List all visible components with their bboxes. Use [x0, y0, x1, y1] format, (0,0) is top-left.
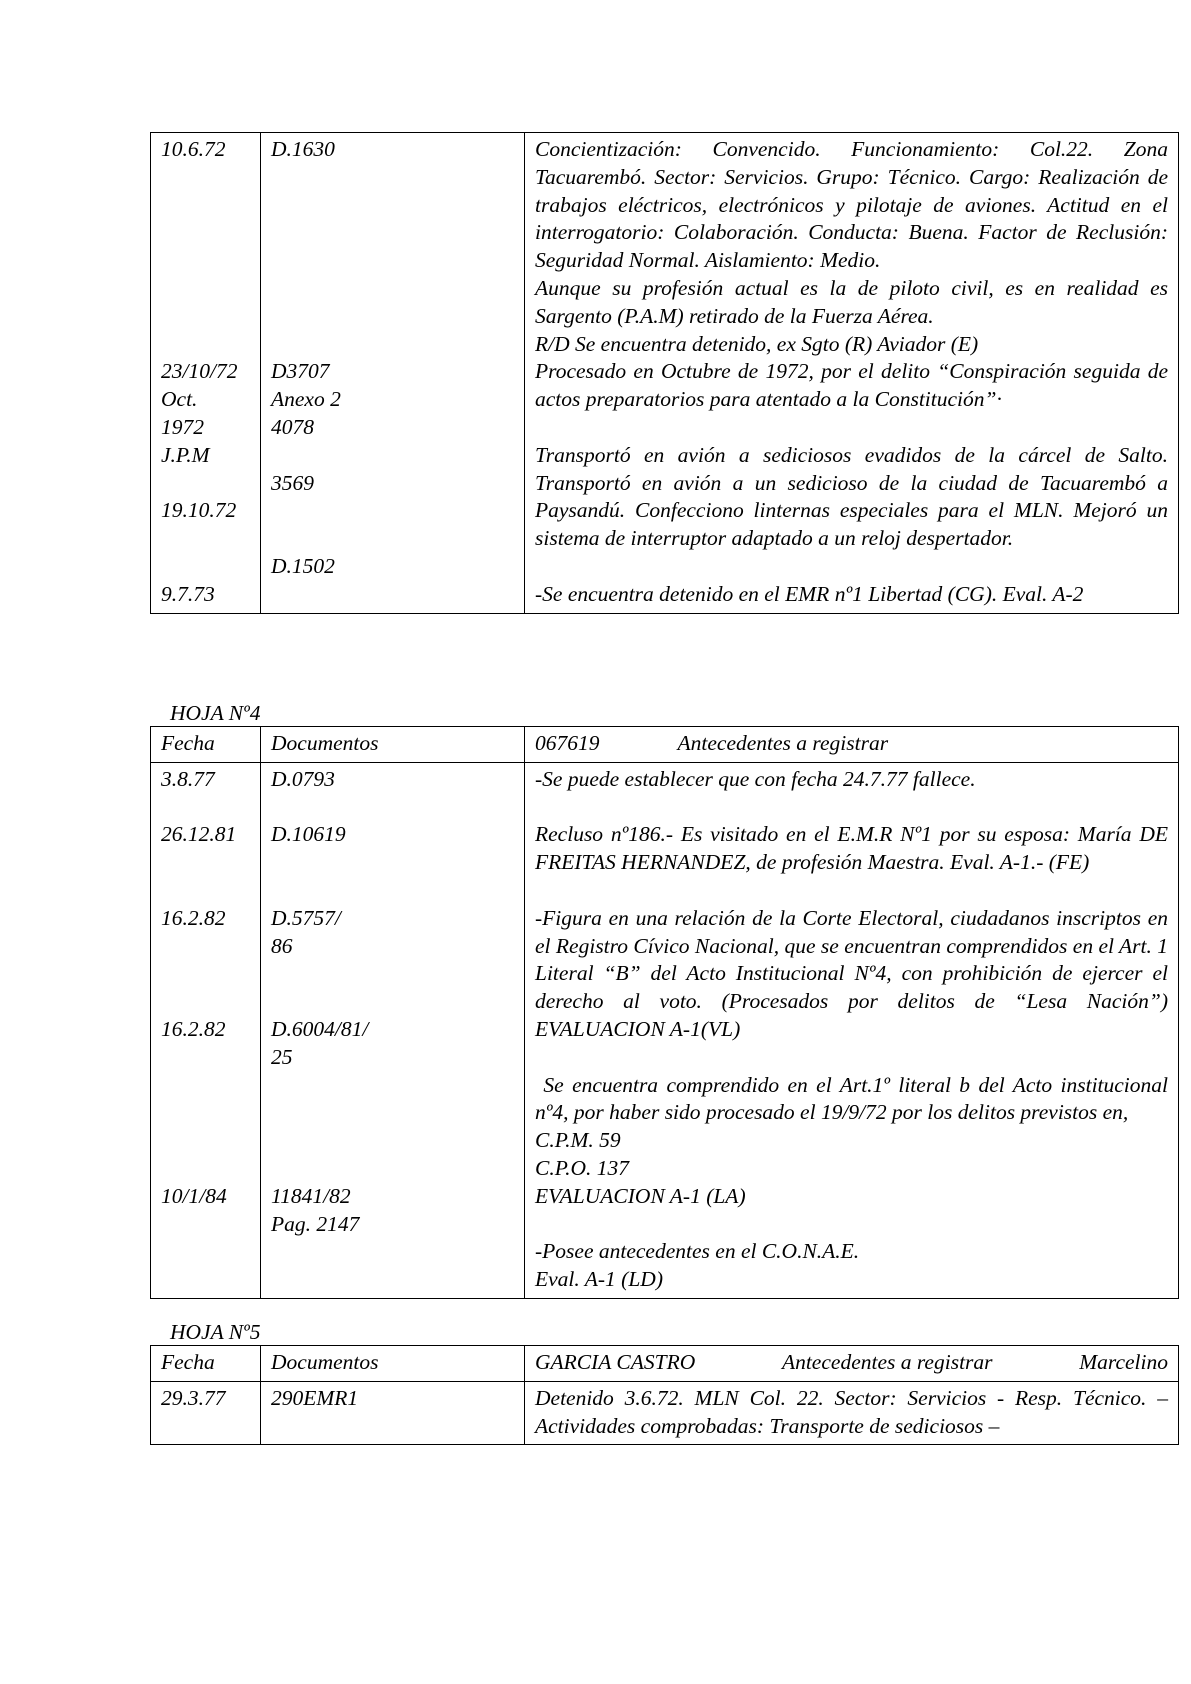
document-entry: [271, 877, 514, 905]
record-paragraph: -Figura en una relación de la Corte Electoral, ciudadanos inscriptos en el Registro Cívico Nacional, que se encuentran comprendidos en el Art. 1 Literal “B” del Acto Institucional Nº4, con prohibición de ejercer el derecho al voto. (Procesados por delitos de “Lesa Nación”) EVALUACION A-1(VL): [535, 905, 1168, 1041]
date-entry: J.P.M: [161, 442, 210, 467]
date-entry: 23/10/72: [161, 359, 238, 384]
record-paragraph: Eval. A-1 (LD): [535, 1267, 663, 1292]
date-column: [151, 762, 261, 1298]
record-paragraph: -Posee antecedentes en el C.O.N.A.E.: [535, 1239, 860, 1264]
document-cell: 290EMR1: [261, 1381, 525, 1445]
document-entry: [271, 988, 514, 1016]
person-given-name: Marcelino: [1079, 1350, 1168, 1374]
document-entry: [271, 960, 514, 988]
date-entry: 16.2.82: [161, 905, 226, 930]
date-entry: [161, 877, 250, 905]
header-fecha: Fecha: [151, 727, 261, 763]
document-entry: [271, 525, 514, 553]
document-entry: D.1630: [271, 137, 335, 161]
date-entry: 9.7.73: [161, 581, 215, 606]
header-fecha: Fecha: [151, 1346, 261, 1382]
record-paragraph: Recluso nº186.- Es visitado en el E.M.R Nº1 por su esposa: María DE FREITAS HERNANDEZ, de profesión Maestra. Eval. A-1.- (FE): [535, 822, 1168, 875]
record-text: [525, 133, 1179, 614]
document-entry: [271, 303, 514, 331]
date-column: [151, 133, 261, 614]
date-entry: [161, 247, 250, 275]
table-row: [151, 133, 1179, 614]
header-documentos: Documentos: [261, 727, 525, 763]
date-entry: [161, 1155, 250, 1183]
document-entry: Anexo 2: [271, 387, 341, 412]
document-entry: 11841/82: [271, 1183, 351, 1208]
document-entry: [271, 849, 514, 877]
document-entry: [271, 1155, 514, 1183]
date-entry: 19.10.72: [161, 498, 237, 523]
record-code: 067619: [535, 731, 600, 755]
record-table-continuation: [150, 132, 1179, 614]
date-entry: 3.8.77: [161, 766, 215, 791]
document-entry: [271, 331, 514, 359]
record-paragraph: Se encuentra comprendido en el Art.1º literal b del Acto institucional nº4, por haber sido procesado el 19/9/72 por los delitos previstos en,: [535, 1072, 1174, 1125]
sheet-title: HOJA Nº5: [170, 1320, 261, 1344]
record-paragraph: Procesado en Octubre de 1972, por el delito “Conspiración seguida de actos preparatorios para atentado a la Constitución”·: [535, 359, 1168, 412]
document-entry: [271, 794, 514, 822]
document-entry: 25: [271, 1044, 293, 1069]
record-paragraph: C.P.O. 137: [535, 1155, 629, 1180]
date-cell: 29.3.77: [151, 1381, 261, 1445]
record-table-sheet-5: [150, 1345, 1179, 1445]
person-surname: GARCIA CASTRO: [535, 1350, 696, 1374]
date-entry: [161, 192, 250, 220]
date-entry: [161, 1044, 250, 1072]
table-row: [151, 762, 1179, 1298]
document-entry: [271, 192, 514, 220]
date-entry: Oct.: [161, 387, 198, 412]
document-entry: D.0793: [271, 766, 335, 791]
document-entry: [271, 1099, 514, 1127]
header-label: Antecedentes a registrar: [677, 731, 889, 755]
date-entry: 10/1/84: [161, 1183, 227, 1208]
table-header-row: [151, 727, 1179, 763]
document-entry: [271, 164, 514, 192]
document-entry: [271, 497, 514, 525]
header-documentos: Documentos: [261, 1346, 525, 1382]
record-paragraph: Transportó en avión a sediciosos evadidos de la cárcel de Salto. Transportó en avión a un sedicioso de la ciudad de Tacuarembó a Paysandú. Confecciono linternas especiales para el MLN. Mejoró un sistema de interruptor adaptado a un reloj despertador.: [535, 442, 1168, 551]
documents-column: [261, 133, 525, 614]
date-entry: [161, 933, 250, 961]
document-entry: D.5757/: [271, 905, 341, 930]
header-label: Antecedentes a registrar: [781, 1350, 993, 1374]
document-entry: 86: [271, 933, 293, 958]
document-entry: D.6004/81/: [271, 1016, 369, 1041]
record-text: [525, 762, 1179, 1298]
document-entry: [271, 247, 514, 275]
date-entry: [161, 988, 250, 1016]
date-entry: [161, 553, 250, 581]
record-paragraph: Concientización: Convencido. Funcionamiento: Col.22. Zona Tacuarembó. Sector: Servicios. Grupo: Técnico. Cargo: Realización de trabajos eléctricos, electrónicos y pilotaje de aviones. Actitud en el interrogatorio: Colaboración. Conducta: Buena. Factor de Reclusión: Seguridad Normal. Aislamiento: Medio.: [535, 137, 1168, 273]
date-entry: [161, 1072, 250, 1100]
date-entry: [161, 525, 250, 553]
date-entry: [161, 794, 250, 822]
date-entry: 1972: [161, 414, 204, 439]
document-entry: [271, 442, 514, 470]
date-entry: [161, 164, 250, 192]
document-entry: D.1502: [271, 553, 335, 578]
date-entry: 10.6.72: [161, 137, 226, 161]
header-antecedentes: [525, 727, 1179, 763]
date-entry: [161, 849, 250, 877]
document-entry: [271, 1127, 514, 1155]
date-entry: [161, 470, 250, 498]
record-paragraph: C.P.M. 59: [535, 1128, 621, 1153]
record-paragraph: EVALUACION A-1 (LA): [535, 1183, 746, 1208]
date-entry: [161, 219, 250, 247]
date-entry: [161, 960, 250, 988]
document-entry: D.10619: [271, 822, 346, 847]
document-entry: 4078: [271, 414, 314, 439]
table-header-row: [151, 1346, 1179, 1382]
date-entry: [161, 331, 250, 359]
date-entry: [161, 1099, 250, 1127]
date-entry: [161, 275, 250, 303]
record-paragraph: R/D Se encuentra detenido, ex Sgto (R) Aviador (E): [535, 331, 979, 356]
table-row: [151, 1381, 1179, 1445]
sheet-title: HOJA Nº4: [170, 701, 261, 725]
document-entry: Pag. 2147: [271, 1211, 360, 1236]
document-entry: [271, 1072, 514, 1100]
record-text: Detenido 3.6.72. MLN Col. 22. Sector: Servicios - Resp. Técnico. –Actividades comprobadas: Transporte de sediciosos –: [525, 1381, 1179, 1445]
document-entry: D3707: [271, 359, 330, 384]
record-paragraph: Aunque su profesión actual es la de piloto civil, es en realidad es Sargento (P.A.M) retirado de la Fuerza Aérea.: [535, 275, 1168, 328]
date-entry: [161, 1127, 250, 1155]
record-table-sheet-4: [150, 726, 1179, 1299]
date-entry: [161, 303, 250, 331]
header-antecedentes: [525, 1346, 1179, 1382]
document-entry: [271, 219, 514, 247]
record-paragraph: -Se encuentra detenido en el EMR nº1 Libertad (CG). Eval. A-2: [535, 581, 1084, 606]
document-entry: [271, 275, 514, 303]
date-entry: 16.2.82: [161, 1016, 226, 1041]
documents-column: [261, 762, 525, 1298]
date-entry: 26.12.81: [161, 822, 237, 847]
document-entry: 3569: [271, 470, 314, 495]
record-paragraph: -Se puede establecer que con fecha 24.7.77 fallece.: [535, 766, 976, 791]
